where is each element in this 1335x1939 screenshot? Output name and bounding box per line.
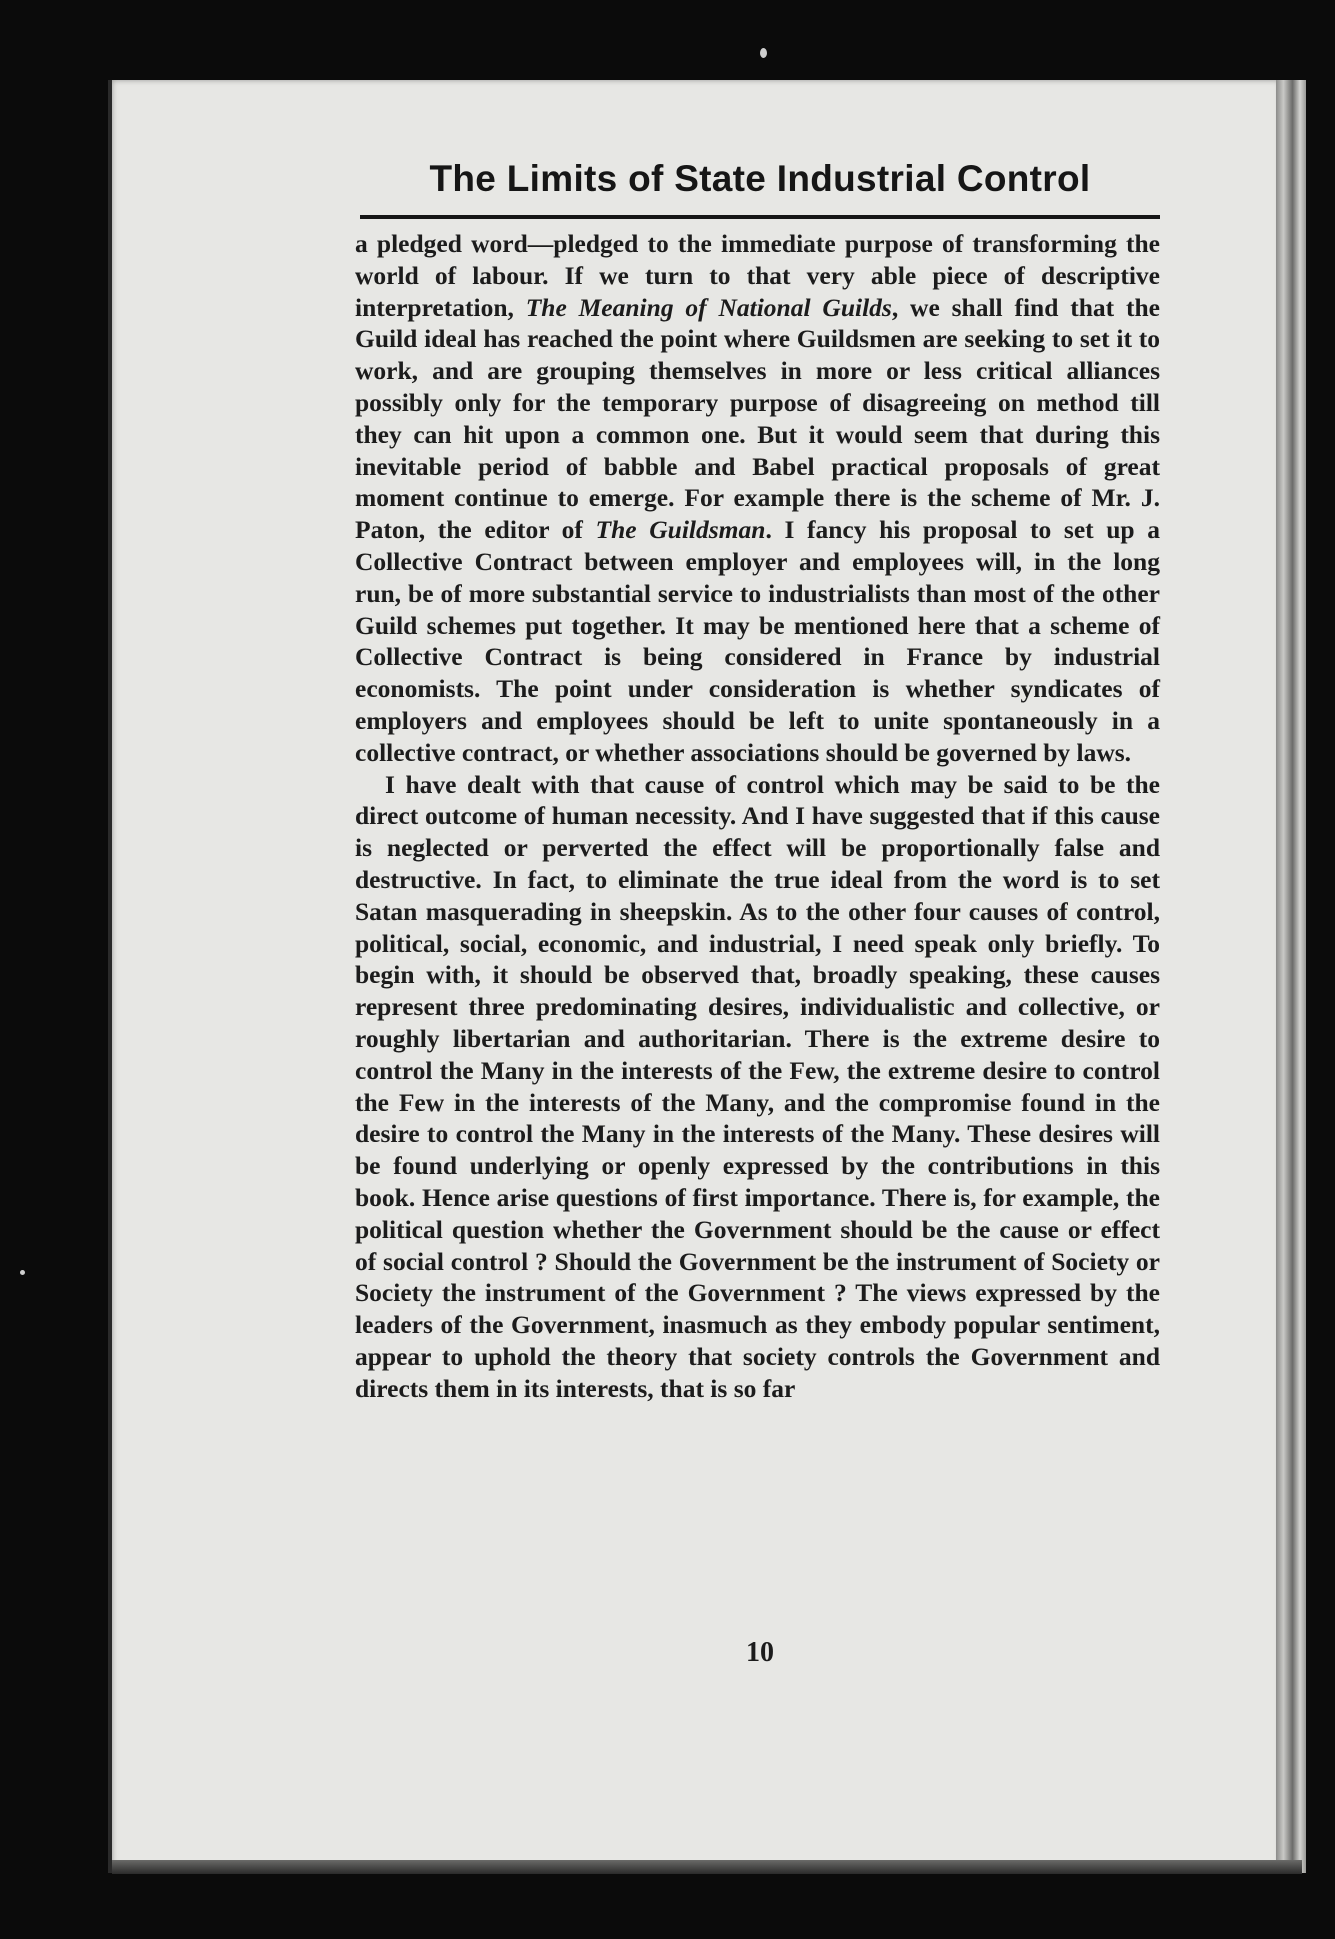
italic-title: The Meaning of National Guilds — [525, 292, 892, 322]
page-stack-edge — [1276, 80, 1306, 1873]
dust-speck — [20, 1270, 25, 1275]
text-segment: , we shall find that the Guild ideal has reached the point where Guildsmen are seeking to set it to work, and are grouping themselves in more or less critical alliances possibly only for the temporary purpose of disagreeing on method till they can hit upon a common one. But it would seem that during this inevitable period of babble and Babel practical proposals of great moment continue to emerge. For example there is the scheme of Mr. J. Paton, the editor of — [355, 292, 1160, 545]
paragraph — [355, 769, 1160, 1405]
header-rule — [360, 215, 1160, 219]
paragraph — [355, 228, 1160, 769]
text-segment: I have dealt with that cause of control which may be said to be the direct outcome of human necessity. And I have suggested that if this cause is neglected or perverted the effect will be proportionally false and destructive. In fact, to eliminate the true ideal from the word is to set Satan masquerading in sheepskin. As to the other four causes of control, political, social, economic, and industrial, I need speak only briefly. To begin with, it should be observed that, broadly speaking, these causes represent three predominating desires, individualistic and collective, or roughly libertarian and authoritarian. There is the extreme desire to control the Many in the interests of the Few, the extreme desire to control the Few in the interests of the Many, and the compromise found in the desire to control the Many in the interests of the Many. These desires will be found underlying or openly expressed by the contributions in this book. Hence arise questions of first importance. There is, for example, the political question whether the Government should be the cause or effect of social control ? Should the Government be the instrument of Society or Society the instrument of the Government ? The views expressed by the leaders of the Government, inasmuch as they embody popular sentiment, appear to uphold the theory that society controls the Government and directs them in its interests, that is so far — [355, 769, 1160, 1403]
dust-speck — [760, 48, 767, 58]
text-segment: a pledged word—pledged to the immediate purpose of transforming the world of labour. If we turn to that very able piece of descriptive interpretation, — [355, 229, 1160, 322]
page-number: 10 — [746, 1637, 774, 1668]
page-bottom-shadow — [112, 1860, 1302, 1874]
italic-title: The Guildsman — [595, 515, 766, 545]
body-text — [355, 228, 1160, 1404]
running-head: The Limits of State Industrial Control — [429, 158, 1091, 199]
text-segment: . I fancy his proposal to set up a Collective Contract between employer and employees will, in the long run, be of more substantial service to industrialists than most of the other Guild schemes put together. It may be mentioned here that a scheme of Collective Contract is being considered in France by industrial economists. The point under consideration is whether syndicates of employers and employees should be left to unite spontaneously in a collective contract, or whether associations should be governed by laws. — [355, 515, 1160, 767]
